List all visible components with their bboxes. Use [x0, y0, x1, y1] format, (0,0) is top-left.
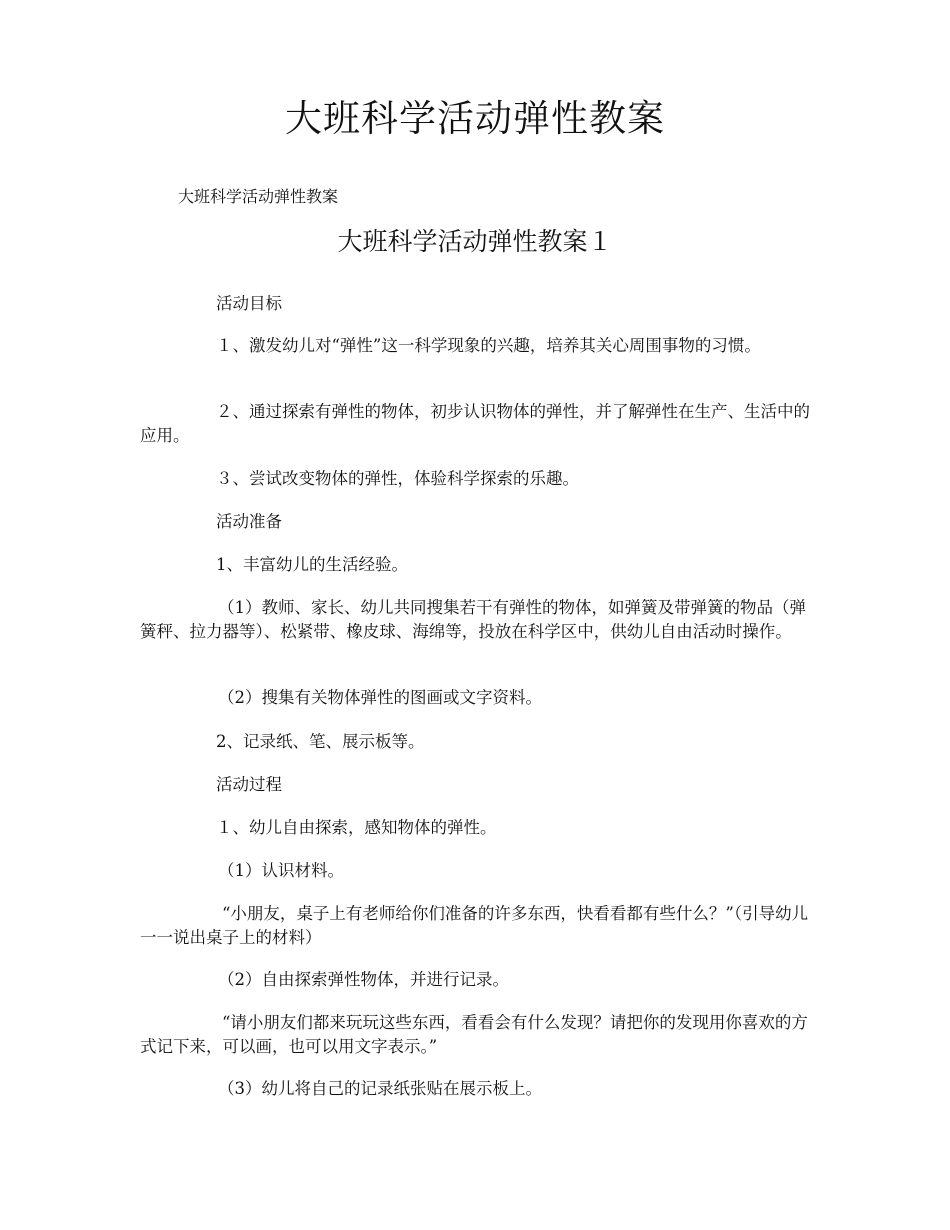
goal-item-1: １、激发幼儿对“弹性”这一科学现象的兴趣，培养其关心周围事物的习惯。	[216, 336, 761, 355]
goal-item-2: ２、通过探索有弹性的物体，初步认识物体的弹性，并了解弹性在生产、生活中的应用。	[140, 402, 810, 445]
prep-subitem-1: （1）教师、家长、幼儿共同搜集若干有弹性的物体，如弹簧及带弹簧的物品（弹簧秤、拉力器等）、松紧带、橡皮球、海绵等，投放在科学区中，供幼儿自由活动时操作。	[140, 598, 806, 641]
prep-item-2: 2、记录纸、笔、展示板等。	[216, 732, 425, 751]
process-item-1: １、幼儿自由探索，感知物体的弹性。	[216, 818, 497, 837]
document-subtitle: 大班科学活动弹性教案	[178, 187, 339, 206]
process-quote-2: “请小朋友们都来玩玩这些东西，看看会有什么发现？请把你的发现用你喜欢的方式记下来，可以画，也可以用文字表示。”	[140, 1013, 808, 1056]
section-title: 大班科学活动弹性教案１	[337, 227, 613, 256]
heading-activity-process: 活动过程	[216, 775, 282, 794]
heading-activity-preparation: 活动准备	[216, 512, 282, 531]
goal-item-3: ３、尝试改变物体的弹性，体验科学探索的乐趣。	[216, 469, 579, 488]
process-quote-1: “小朋友，桌子上有老师给你们准备的许多东西，快看看都有些什么？”（引导幼儿一一说出桌子上的材料）	[140, 904, 809, 947]
process-subitem-3: （3）幼儿将自己的记录纸张贴在展示板上。	[218, 1079, 542, 1098]
page-title: 大班科学活动弹性教案	[285, 97, 665, 140]
process-subitem-2: （2）自由探索弹性物体，并进行记录。	[218, 970, 509, 989]
process-subitem-1: （1）认识材料。	[218, 861, 344, 880]
prep-item-1: 1、丰富幼儿的生活经验。	[216, 555, 408, 574]
prep-subitem-2: （2）搜集有关物体弹性的图画或文字资料。	[218, 688, 542, 707]
heading-activity-goals: 活动目标	[216, 294, 282, 313]
